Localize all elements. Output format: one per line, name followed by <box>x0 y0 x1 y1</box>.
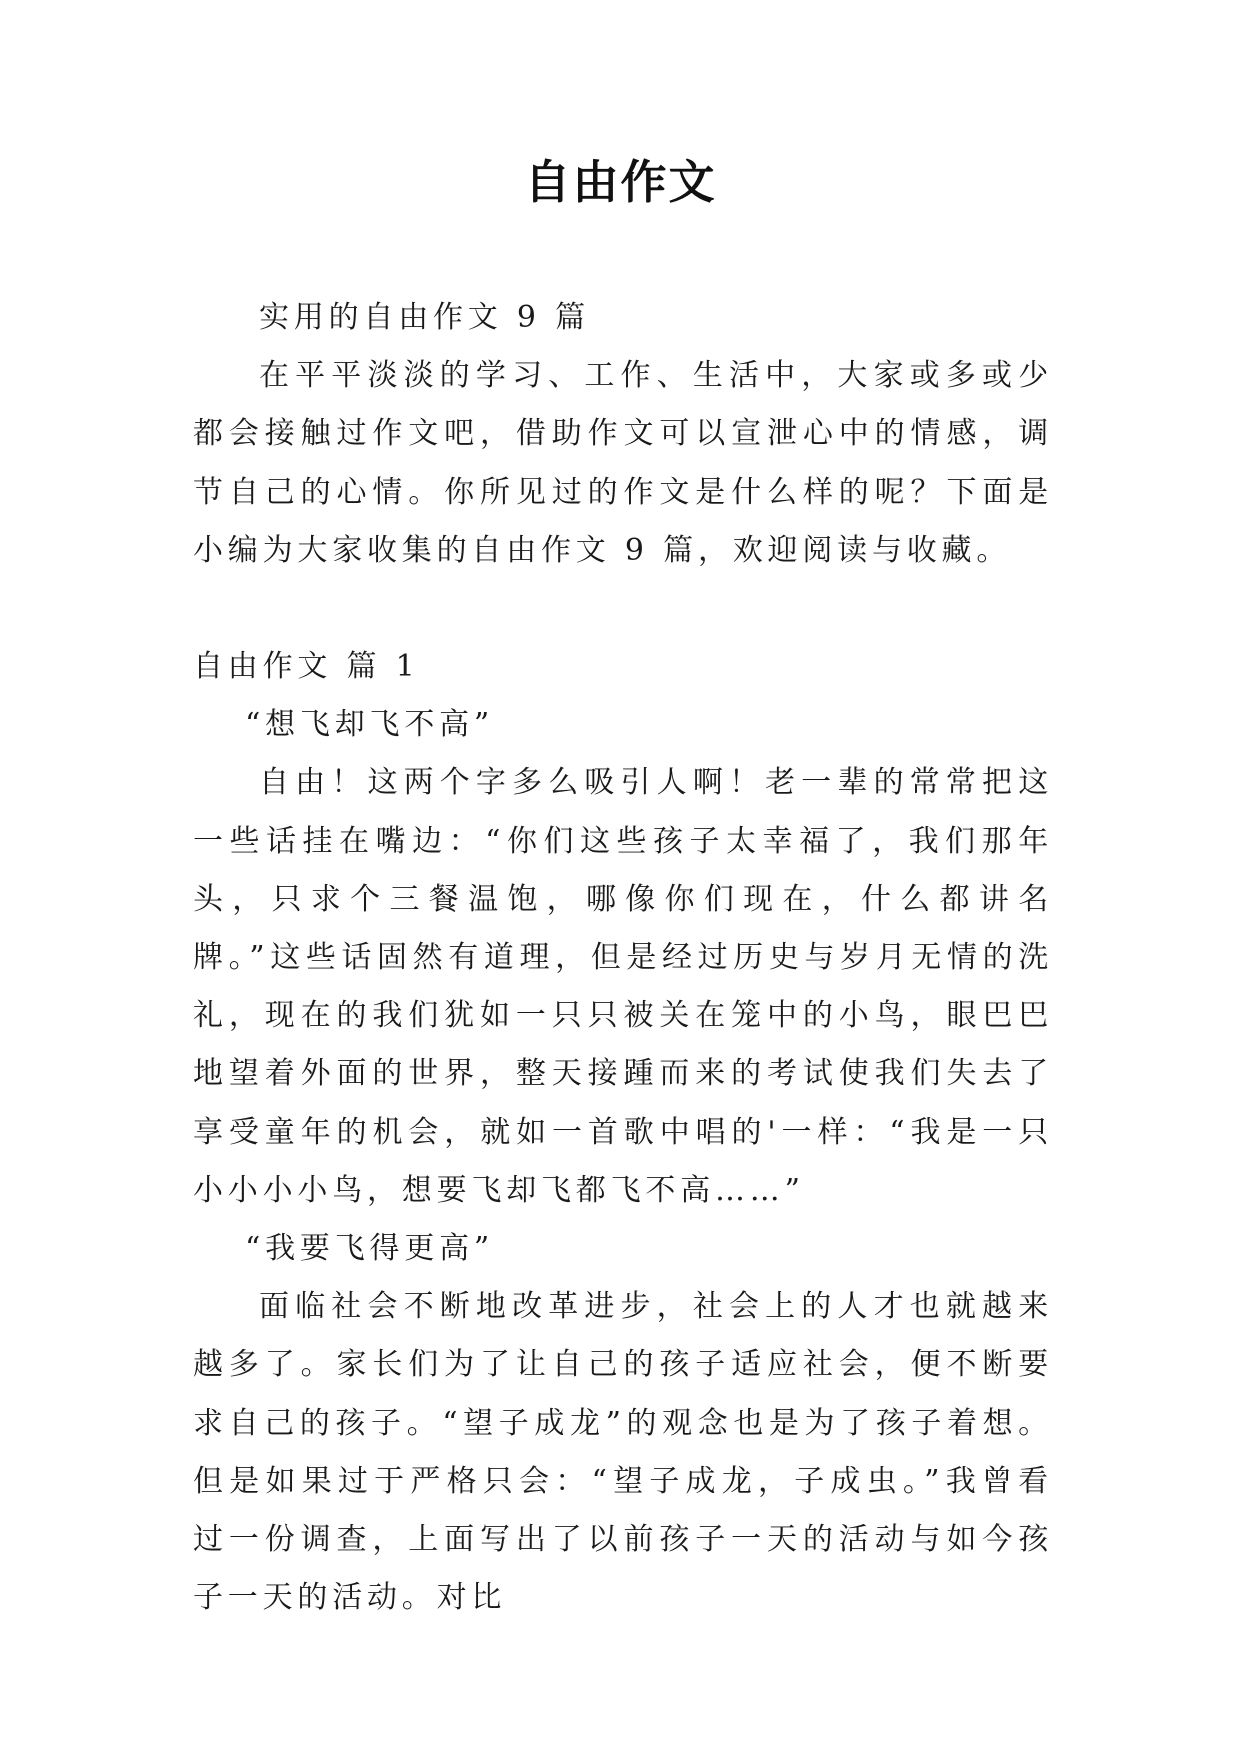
essay-paragraph-1: 自由！这两个字多么吸引人啊！老一辈的常常把这一些话挂在嘴边：“你们这些孩子太幸福了，我们那年头，只求个三餐温饱，哪像你们现在，什么都讲名牌。”这些话固然有道理，但是经过历史与岁月无情的洗礼，现在的我们犹如一只只被关在笼中的小鸟，眼巴巴地望着外面的世界，整天接踵而来的考试使我们失去了享受童年的机会，就如一首歌中唱的'一样：“我是一只小小小小鸟，想要飞却飞都飞不高……” <box>193 765 1053 1208</box>
essay-heading-2: “我要飞得更高” <box>245 1231 495 1267</box>
section-spacer <box>193 580 1053 638</box>
essay-paragraph-2: 面临社会不断地改革进步，社会上的人才也就越来越多了。家长们为了让自己的孩子适应社会，便不断要求自己的孩子。“望子成龙”的观念也是为了孩子着想。但是如果过于严格只会：“望子成龙，子成虫。”我曾看过一份调查，上面写出了以前孩子一天的活动与如今孩子一天的活动。对比 <box>193 1289 1053 1616</box>
intro-paragraph: 在平平淡淡的学习、工作、生活中，大家或多或少都会接触过作文吧，借助作文可以宣泄心中的情感，调节自己的心情。你所见过的作文是什么样的呢？下面是小编为大家收集的自由作文 9 篇，欢迎阅读与收藏。 <box>193 358 1053 568</box>
essay-heading-1: “想飞却飞不高” <box>245 707 495 743</box>
document-body <box>193 289 1053 1627</box>
document-subtitle: 实用的自由作文 9 篇 <box>259 300 590 335</box>
section-heading: 自由作文 篇 1 <box>193 649 420 685</box>
document-title: 自由作文 <box>524 155 717 209</box>
